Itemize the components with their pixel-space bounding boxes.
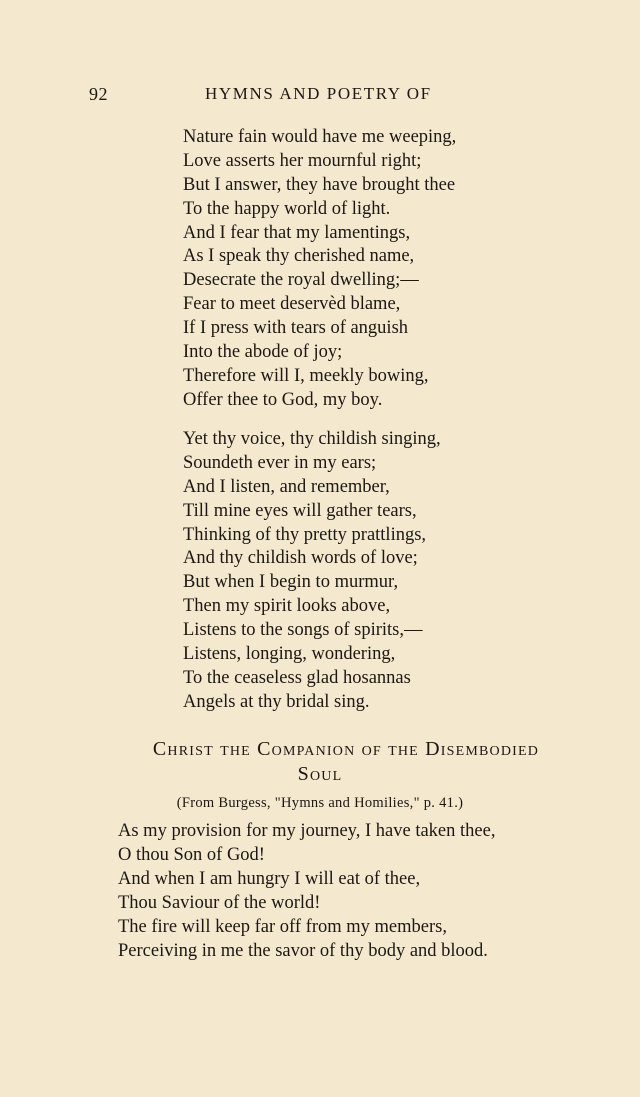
hymn-line: Perceiving in me the savor of thy body and blood. bbox=[118, 941, 488, 961]
poem-line: Therefore will I, meekly bowing, bbox=[183, 365, 429, 386]
poem-line: And thy childish words of love; bbox=[183, 548, 418, 569]
hymn-line: O thou Son of God! bbox=[118, 845, 265, 865]
section-title-text: Soul bbox=[297, 763, 343, 785]
section-title-continued bbox=[0, 763, 640, 786]
poem-line: To the ceaseless glad hosannas bbox=[183, 667, 411, 688]
poem-stanza-2 bbox=[183, 428, 441, 715]
page-header bbox=[0, 84, 640, 108]
source-note: (From Burgess, "Hymns and Homilies," p. 41.) bbox=[176, 795, 464, 811]
section-title bbox=[40, 738, 640, 761]
poem-line: To the happy world of light. bbox=[183, 198, 391, 219]
poem-line: And I fear that my lamentings, bbox=[183, 222, 411, 243]
hymn-line: And when I am hungry I will eat of thee, bbox=[118, 869, 421, 889]
hymn-line: The fire will keep far off from my members, bbox=[118, 917, 447, 937]
section-title-text: Christ the Companion of the Disembodied bbox=[152, 738, 540, 760]
poem-line: If I press with tears of anguish bbox=[183, 318, 409, 339]
poem-line: Fear to meet deservèd blame, bbox=[183, 294, 401, 315]
poem-line: As I speak thy cherished name, bbox=[183, 246, 415, 267]
poem-line: Love asserts her mournful right; bbox=[183, 150, 422, 171]
poem-line: Listens, longing, wondering, bbox=[183, 644, 396, 665]
poem-line: But I answer, they have brought thee bbox=[183, 174, 456, 195]
poem-line: But when I begin to murmur, bbox=[183, 572, 399, 593]
poem-line: Soundeth ever in my ears; bbox=[183, 452, 377, 473]
hymn-text bbox=[118, 819, 495, 963]
page-number: 92 bbox=[89, 84, 108, 104]
poem-stanza-1 bbox=[183, 126, 456, 413]
poem-line: Till mine eyes will gather tears, bbox=[183, 500, 417, 521]
poem-line: Offer thee to God, my boy. bbox=[183, 389, 383, 410]
hymn-line: As my provision for my journey, I have taken thee, bbox=[118, 821, 496, 841]
poem-line: Then my spirit looks above, bbox=[183, 596, 391, 617]
poem-line: Yet thy voice, thy childish singing, bbox=[183, 429, 441, 449]
poem-line: And I listen, and remember, bbox=[183, 476, 390, 497]
poem-line: Into the abode of joy; bbox=[183, 342, 343, 363]
poem-line: Angels at thy bridal sing. bbox=[183, 691, 370, 712]
poem-line: Desecrate the royal dwelling;— bbox=[183, 270, 419, 291]
running-head: HYMNS AND POETRY OF bbox=[205, 84, 432, 103]
poem-line: Thinking of thy pretty prattlings, bbox=[183, 524, 427, 545]
poem-line: Listens to the songs of spirits,— bbox=[183, 620, 423, 641]
hymn-line: Thou Saviour of the world! bbox=[118, 893, 321, 913]
poem-line: Nature fain would have me weeping, bbox=[183, 127, 457, 147]
